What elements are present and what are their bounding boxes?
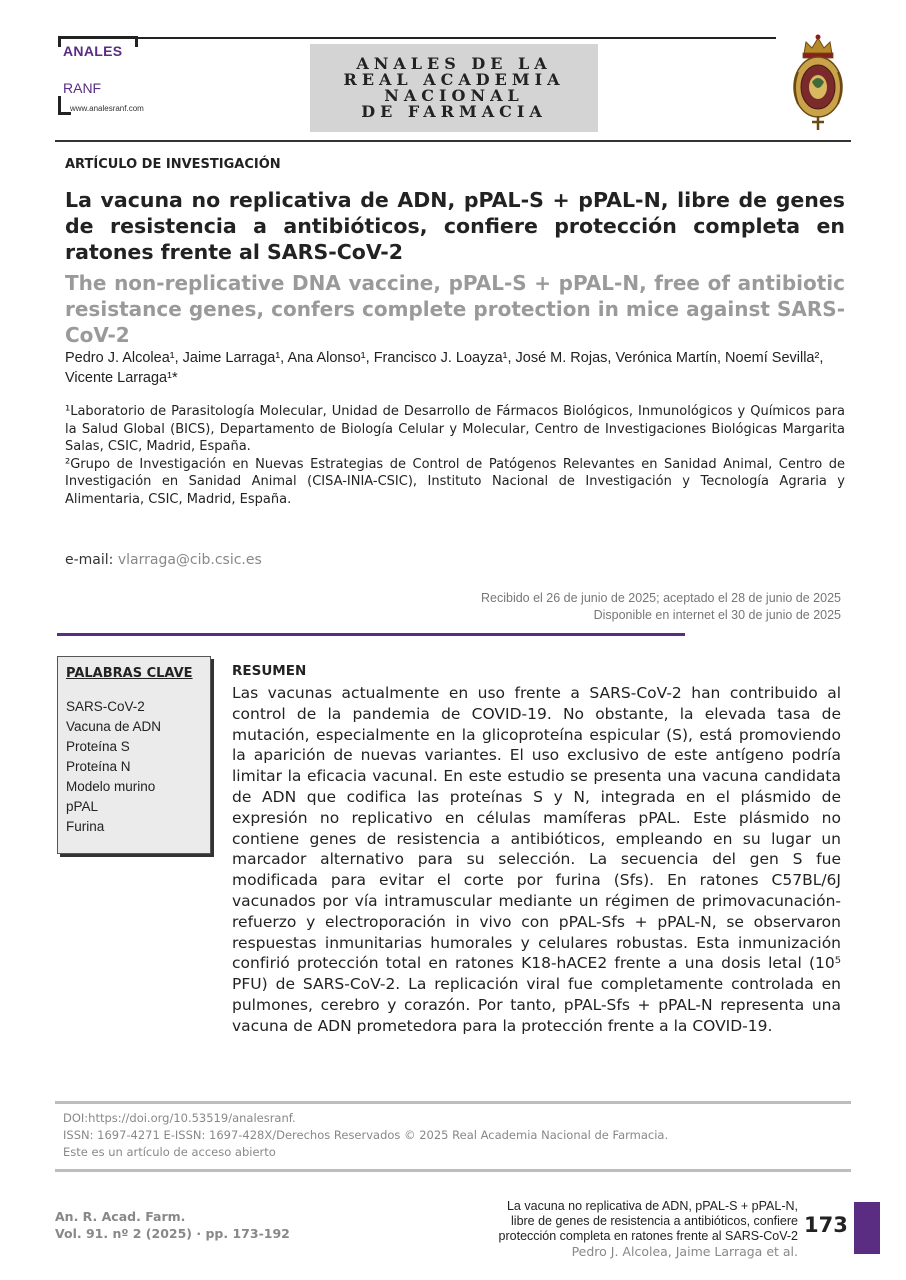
keyword-item: Proteína N bbox=[66, 759, 131, 774]
header-rule bbox=[132, 37, 776, 39]
title-english: The non-replicative DNA vaccine, pPAL-S + pPAL-N, free of antibiotic resistance genes, confers complete protection in mice against SARS-CoV-2 bbox=[65, 271, 845, 347]
running-title-line-2: libre de genes de resistencia a antibióticos, confiere bbox=[511, 1214, 798, 1228]
affiliation-1: ¹Laboratorio de Parasitología Molecular, Unidad de Desarrollo de Fármacos Biológicos, Inmunológicos y Químicos para la Salud Global (BICS), Departamento de Biología Celular y Molecular, Centro de Investigaciones Biológicas Margarita Salas, CSIC, Madrid, España. bbox=[65, 404, 845, 454]
author-list: Pedro J. Alcolea¹, Jaime Larraga¹, Ana Alonso¹, Francisco J. Loayza¹, José M. Rojas, Verónica Martín, Noemí Sevilla², Vicente Larraga¹* bbox=[65, 350, 824, 386]
journal-title-box bbox=[310, 44, 598, 132]
abstract-text: Las vacunas actualmente en uso frente a SARS-CoV-2 han contribuido al control de la pandemia de COVID-19. No obstante, la elevada tasa de mutación, especialmente en la glicoproteína espicular (S), está promoviendo la aparición de nuevas variantes. El uso exclusivo de este antígeno podría limitar la eficacia vacunal. En este estudio se presenta una vacuna candidata de ADN que codifica las proteínas S y N, integrada en el plásmido de expresión no replicativo en células mamíferas pPAL. Este plásmido no contiene genes de resistencia a antibióticos, empleando en su lugar un marcador alternativo para su selección. La secuencia del gen S fue modificada para evitar el corte por furina (Sfs). En ratones C57BL/6J vacunados por vía intramuscular mediante un régimen de primovacunación-refuerzo y electroporación in vivo con pPAL-Sfs + pPAL-N, se observaron respuestas inmunitarias humorales y celulares robustas. Esta inmunización confirió protección total en ratones K18-hACE2 frente a una dosis letal (10⁵ PFU) de SARS-CoV-2. La replicación viral fue completamente controlada en pulmones, cerebro y corazón. Por tanto, pPAL-Sfs + pPAL-N representa una vacuna de ADN prometedora para la protección frente a la COVID-19. bbox=[232, 684, 841, 1035]
email-label: e-mail: bbox=[65, 552, 114, 568]
header-bottom-rule bbox=[55, 140, 851, 142]
doi-block bbox=[63, 1110, 843, 1161]
footer-running-title bbox=[430, 1199, 798, 1259]
keywords-box bbox=[57, 656, 211, 854]
article-type: ARTÍCULO DE INVESTIGACIÓN bbox=[65, 157, 281, 172]
keywords-heading: PALABRAS CLAVE bbox=[66, 666, 193, 681]
journal-title bbox=[344, 56, 565, 120]
keyword-item: SARS-CoV-2 bbox=[66, 699, 145, 714]
keyword-item: Modelo murino bbox=[66, 779, 156, 794]
journal-title-line-3: NACIONAL bbox=[384, 86, 524, 105]
journal-logo bbox=[58, 36, 178, 120]
keyword-item: Proteína S bbox=[66, 739, 130, 754]
academy-crest-icon bbox=[790, 32, 846, 132]
page-number: 173 bbox=[804, 1213, 848, 1237]
journal-title-line-4: DE FARMACIA bbox=[361, 102, 547, 121]
received-date: Recibido el 26 de junio de 2025; aceptado el 28 de junio de 2025 bbox=[480, 591, 841, 605]
footer-citation bbox=[55, 1208, 290, 1242]
keyword-item: Vacuna de ADN bbox=[66, 719, 162, 734]
publication-dates bbox=[300, 590, 841, 624]
affiliation-2: ²Grupo de Investigación en Nuevas Estrategias de Control de Patógenos Relevantes en Sanidad Animal, Centro de Investigación en Sanidad Animal (CISA-INIA-CSIC), Instituto Nacional de Investigación y Tecnología Agraria y Alimentaria, CSIC, Madrid, España. bbox=[65, 456, 845, 507]
email-line bbox=[65, 552, 262, 568]
footer-volume: Vol. 91. nº 2 (2025) · pp. 173-192 bbox=[55, 1226, 290, 1241]
running-title-line-1: La vacuna no replicativa de ADN, pPAL-S + pPAL-N, bbox=[506, 1199, 798, 1213]
logo-url[interactable]: www.analesranf.com bbox=[70, 104, 144, 113]
running-title-line-3: protección completa en ratones frente al SARS-CoV-2 bbox=[498, 1229, 798, 1243]
open-access-line: Este es un artículo de acceso abierto bbox=[63, 1145, 276, 1159]
keyword-item: pPAL bbox=[66, 799, 99, 814]
doi-link[interactable]: DOI:https://doi.org/10.53519/analesranf. bbox=[63, 1111, 296, 1125]
doi-rule-bottom bbox=[55, 1169, 851, 1172]
logo-anales-text: ANALES bbox=[63, 43, 123, 59]
affiliations bbox=[65, 403, 845, 508]
title-spanish: La vacuna no replicativa de ADN, pPAL-S + pPAL-N, libre de genes de resistencia a antibióticos, confiere protección completa en ratones frente al SARS-CoV-2 bbox=[65, 188, 845, 264]
available-date: Disponible en internet el 30 de junio de 2025 bbox=[593, 608, 841, 622]
doi-rule-top bbox=[55, 1101, 851, 1104]
issn-line: ISSN: 1697-4271 E-ISSN: 1697-428X/Derechos Reservados © 2025 Real Academia Nacional de Farmacia. bbox=[63, 1128, 669, 1142]
keyword-item: Furina bbox=[66, 819, 105, 834]
abstract-heading: RESUMEN bbox=[232, 663, 307, 679]
purple-divider bbox=[57, 633, 685, 636]
journal-title-line-1: ANALES DE LA bbox=[356, 54, 552, 73]
running-authors: Pedro J. Alcolea, Jaime Larraga et al. bbox=[571, 1244, 798, 1259]
email-address[interactable]: vlarraga@cib.csic.es bbox=[117, 552, 262, 568]
keywords-list bbox=[66, 697, 161, 837]
page-edge-tab bbox=[854, 1202, 880, 1254]
logo-ranf-text: RANF bbox=[63, 80, 102, 96]
footer-journal-abbrev: An. R. Acad. Farm. bbox=[55, 1209, 186, 1224]
journal-title-line-2: REAL ACADEMIA bbox=[343, 70, 565, 89]
